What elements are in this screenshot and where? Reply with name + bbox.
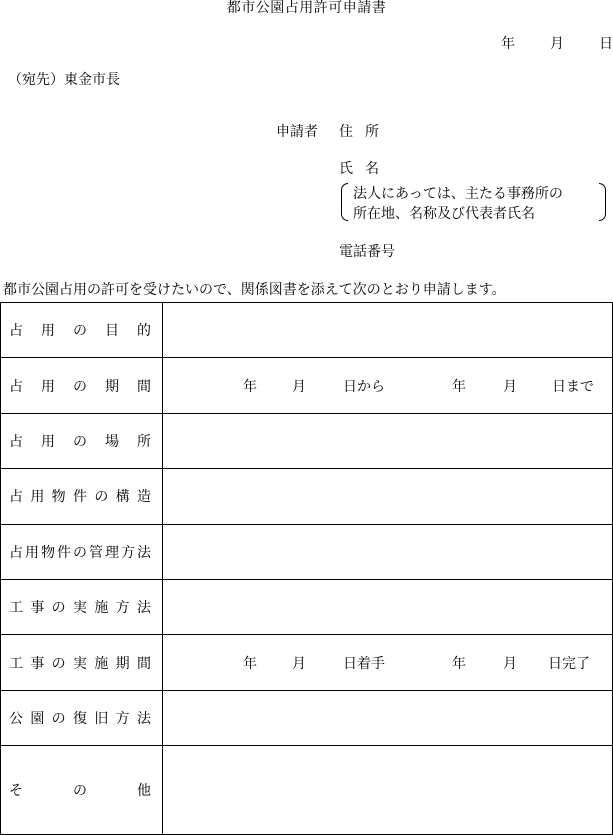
permit-details-table xyxy=(0,302,613,835)
corporation-note-line-2: 所在地、名称及び代表者氏名 xyxy=(353,206,535,222)
corporation-note xyxy=(341,182,606,224)
construction-method-value-cell[interactable] xyxy=(163,579,613,634)
row-label: 公 園 の 復 旧 方 法 xyxy=(9,710,151,727)
left-bracket xyxy=(341,183,348,221)
table-row xyxy=(1,469,613,524)
structure-label-cell xyxy=(1,469,163,524)
row-label: そ の 他 xyxy=(9,783,151,800)
construction-period-label-cell xyxy=(1,635,163,690)
other-value-cell[interactable] xyxy=(163,746,613,835)
right-bracket xyxy=(599,183,606,221)
construction-period-value-cell[interactable] xyxy=(163,635,613,690)
table-row xyxy=(1,690,613,745)
purpose-value-cell[interactable] xyxy=(163,303,613,358)
start-month-label: 月 xyxy=(292,655,306,672)
corporation-note-line-1: 法人にあっては、主たる事務所の xyxy=(353,186,563,202)
intro-text: 都市公園占用の許可を受けたいので、関係図書を添えて次のとおり申請します。 xyxy=(3,282,506,298)
row-label: 占 用 の 場 所 xyxy=(9,433,151,450)
construction-method-label-cell xyxy=(1,579,163,634)
phone-label: 電話番号 xyxy=(339,244,395,260)
addressee: （宛先）東金市長 xyxy=(8,72,120,88)
row-label: 占 用 の 目 的 xyxy=(9,323,151,340)
end-day-label: 日完了 xyxy=(548,655,590,672)
row-label: 工 事 の 実 施 方 法 xyxy=(9,600,151,617)
row-label: 占 用 物 件 の 構 造 xyxy=(9,489,151,506)
table-row xyxy=(1,358,613,413)
location-label-cell xyxy=(1,413,163,468)
table-row xyxy=(1,579,613,634)
start-year-label: 年 xyxy=(243,655,257,672)
date-year-label: 年 xyxy=(501,36,515,52)
table-row xyxy=(1,524,613,579)
end-month-label: 月 xyxy=(503,655,517,672)
structure-value-cell[interactable] xyxy=(163,469,613,524)
document-title: 都市公園占用許可申請書 xyxy=(226,0,387,16)
from-year-label: 年 xyxy=(243,378,257,395)
table-row xyxy=(1,635,613,690)
date-month-label: 月 xyxy=(550,36,564,52)
to-month-label: 月 xyxy=(503,378,517,395)
date-day-label: 日 xyxy=(599,36,613,52)
period-value-cell[interactable] xyxy=(163,358,613,413)
end-year-label: 年 xyxy=(452,655,466,672)
to-year-label: 年 xyxy=(452,378,466,395)
table-row xyxy=(1,413,613,468)
location-value-cell[interactable] xyxy=(163,413,613,468)
name-label: 氏名 xyxy=(339,161,391,177)
management-label-cell xyxy=(1,524,163,579)
from-month-label: 月 xyxy=(292,378,306,395)
restoration-value-cell[interactable] xyxy=(163,690,613,745)
row-label: 占 用 物 件 の 管 理 方 法 xyxy=(9,544,151,561)
other-label-cell xyxy=(1,746,163,835)
restoration-label-cell xyxy=(1,690,163,745)
from-day-label: 日から xyxy=(343,378,385,395)
address-label: 住所 xyxy=(339,124,391,140)
row-label: 工 事 の 実 施 期 間 xyxy=(9,655,151,672)
start-day-label: 日着手 xyxy=(343,655,385,672)
to-day-label: 日まで xyxy=(552,378,594,395)
table-row xyxy=(1,746,613,835)
period-label-cell xyxy=(1,358,163,413)
table-row xyxy=(1,303,613,358)
applicant-label: 申請者 xyxy=(276,124,318,140)
purpose-label-cell xyxy=(1,303,163,358)
management-value-cell[interactable] xyxy=(163,524,613,579)
row-label: 占 用 の 期 間 xyxy=(9,378,151,395)
